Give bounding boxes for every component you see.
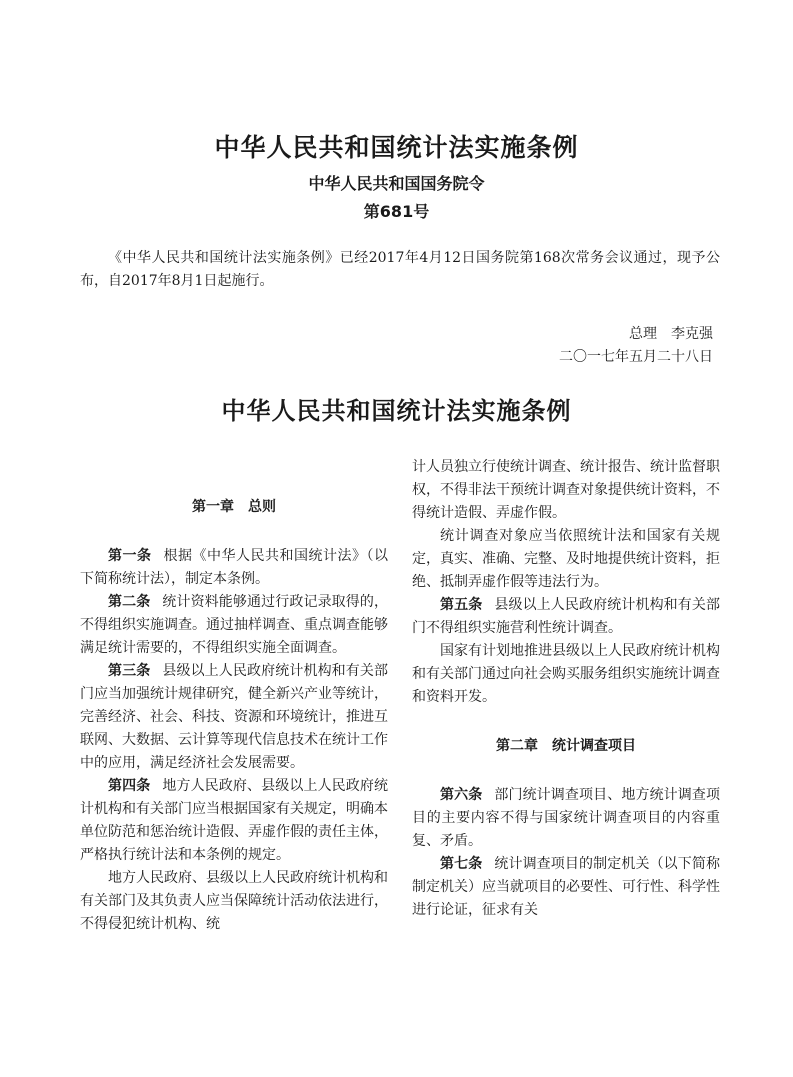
promulgation-text: 《中华人民共和国统计法实施条例》已经2017年4月12日国务院第168次常务会议通过，现予公布，自2017年8月1日起施行。 xyxy=(80,250,720,289)
right-column xyxy=(412,456,720,922)
article-7-text: 统计调查项目的制定机关（以下简称制定机关）应当就项目的必要性、可行性、科学性进行论证，征求有关 xyxy=(412,856,721,918)
article-3 xyxy=(80,660,388,775)
chapter-1-heading: 第一章 总则 xyxy=(192,499,276,515)
law-title: 中华人民共和国统计法实施条例 xyxy=(221,397,572,425)
article-4-label: 第四条 xyxy=(108,778,151,794)
left-column xyxy=(80,456,388,936)
article-6-text: 部门统计调查项目、地方统计调查项目的主要内容不得与国家统计调查项目的内容重复、矛盾。 xyxy=(412,787,721,849)
article-1 xyxy=(80,545,388,591)
article-5-paragraph-2: 国家有计划地推进县级以上人民政府统计机构和有关部门通过向社会购买服务组织实施统计调查和资料开发。 xyxy=(412,643,720,705)
article-4-text: 地方人民政府、县级以上人民政府统计机构和有关部门应当根据国家有关规定，明确本单位防范和惩治统计造假、弄虚作假的责任主体，严格执行统计法和本条例的规定。 xyxy=(80,778,389,863)
article-5 xyxy=(412,594,720,640)
article-4-paragraph-2: 地方人民政府、县级以上人民政府统计机构和有关部门及其负责人应当保障统计活动依法进行，不得侵犯统计机构、统 xyxy=(80,870,388,932)
article-4-continuation: 计人员独立行使统计调查、统计报告、统计监督职权，不得非法干预统计调查对象提供统计资料，不得统计造假、弄虚作假。 xyxy=(412,459,720,521)
article-4 xyxy=(80,775,388,867)
decree-issuer: 中华人民共和国国务院令 xyxy=(308,174,485,193)
article-1-text: 根据《中华人民共和国统计法》（以下简称统计法），制定本条例。 xyxy=(80,548,388,587)
article-7 xyxy=(412,853,720,922)
article-3-text: 县级以上人民政府统计机构和有关部门应当加强统计规律研究，健全新兴产业等统计，完善经济、社会、科技、资源和环境统计，推进互联网、大数据、云计算等现代信息技术在统计工作中的应用，满足经济社会发展需要。 xyxy=(80,663,389,771)
chapter-2-heading: 第二章 统计调查项目 xyxy=(496,738,636,754)
article-7-label: 第七条 xyxy=(440,856,483,872)
main-title: 中华人民共和国统计法实施条例 xyxy=(214,133,579,162)
signatory: 总理 李克强 xyxy=(629,326,713,342)
article-6-label: 第六条 xyxy=(440,787,483,803)
signature-block xyxy=(559,323,713,369)
article-2 xyxy=(80,591,388,660)
article-5-text: 县级以上人民政府统计机构和有关部门不得组织实施营利性统计调查。 xyxy=(412,597,721,636)
decree-number: 第681号 xyxy=(363,202,430,221)
article-3-label: 第三条 xyxy=(108,663,151,679)
article-2-label: 第二条 xyxy=(108,594,151,610)
article-2-text: 统计资料能够通过行政记录取得的，不得组织实施调查。通过抽样调查、重点调查能够满足统计需要的，不得组织实施全面调查。 xyxy=(80,594,389,656)
article-1-label: 第一条 xyxy=(108,548,152,564)
article-4-paragraph-3: 统计调查对象应当依照统计法和国家有关规定，真实、准确、完整、及时地提供统计资料，拒绝、抵制弄虚作假等违法行为。 xyxy=(412,528,720,590)
article-5-label: 第五条 xyxy=(440,597,483,613)
signature-date: 二〇一七年五月二十八日 xyxy=(559,349,713,365)
article-6 xyxy=(412,784,720,853)
